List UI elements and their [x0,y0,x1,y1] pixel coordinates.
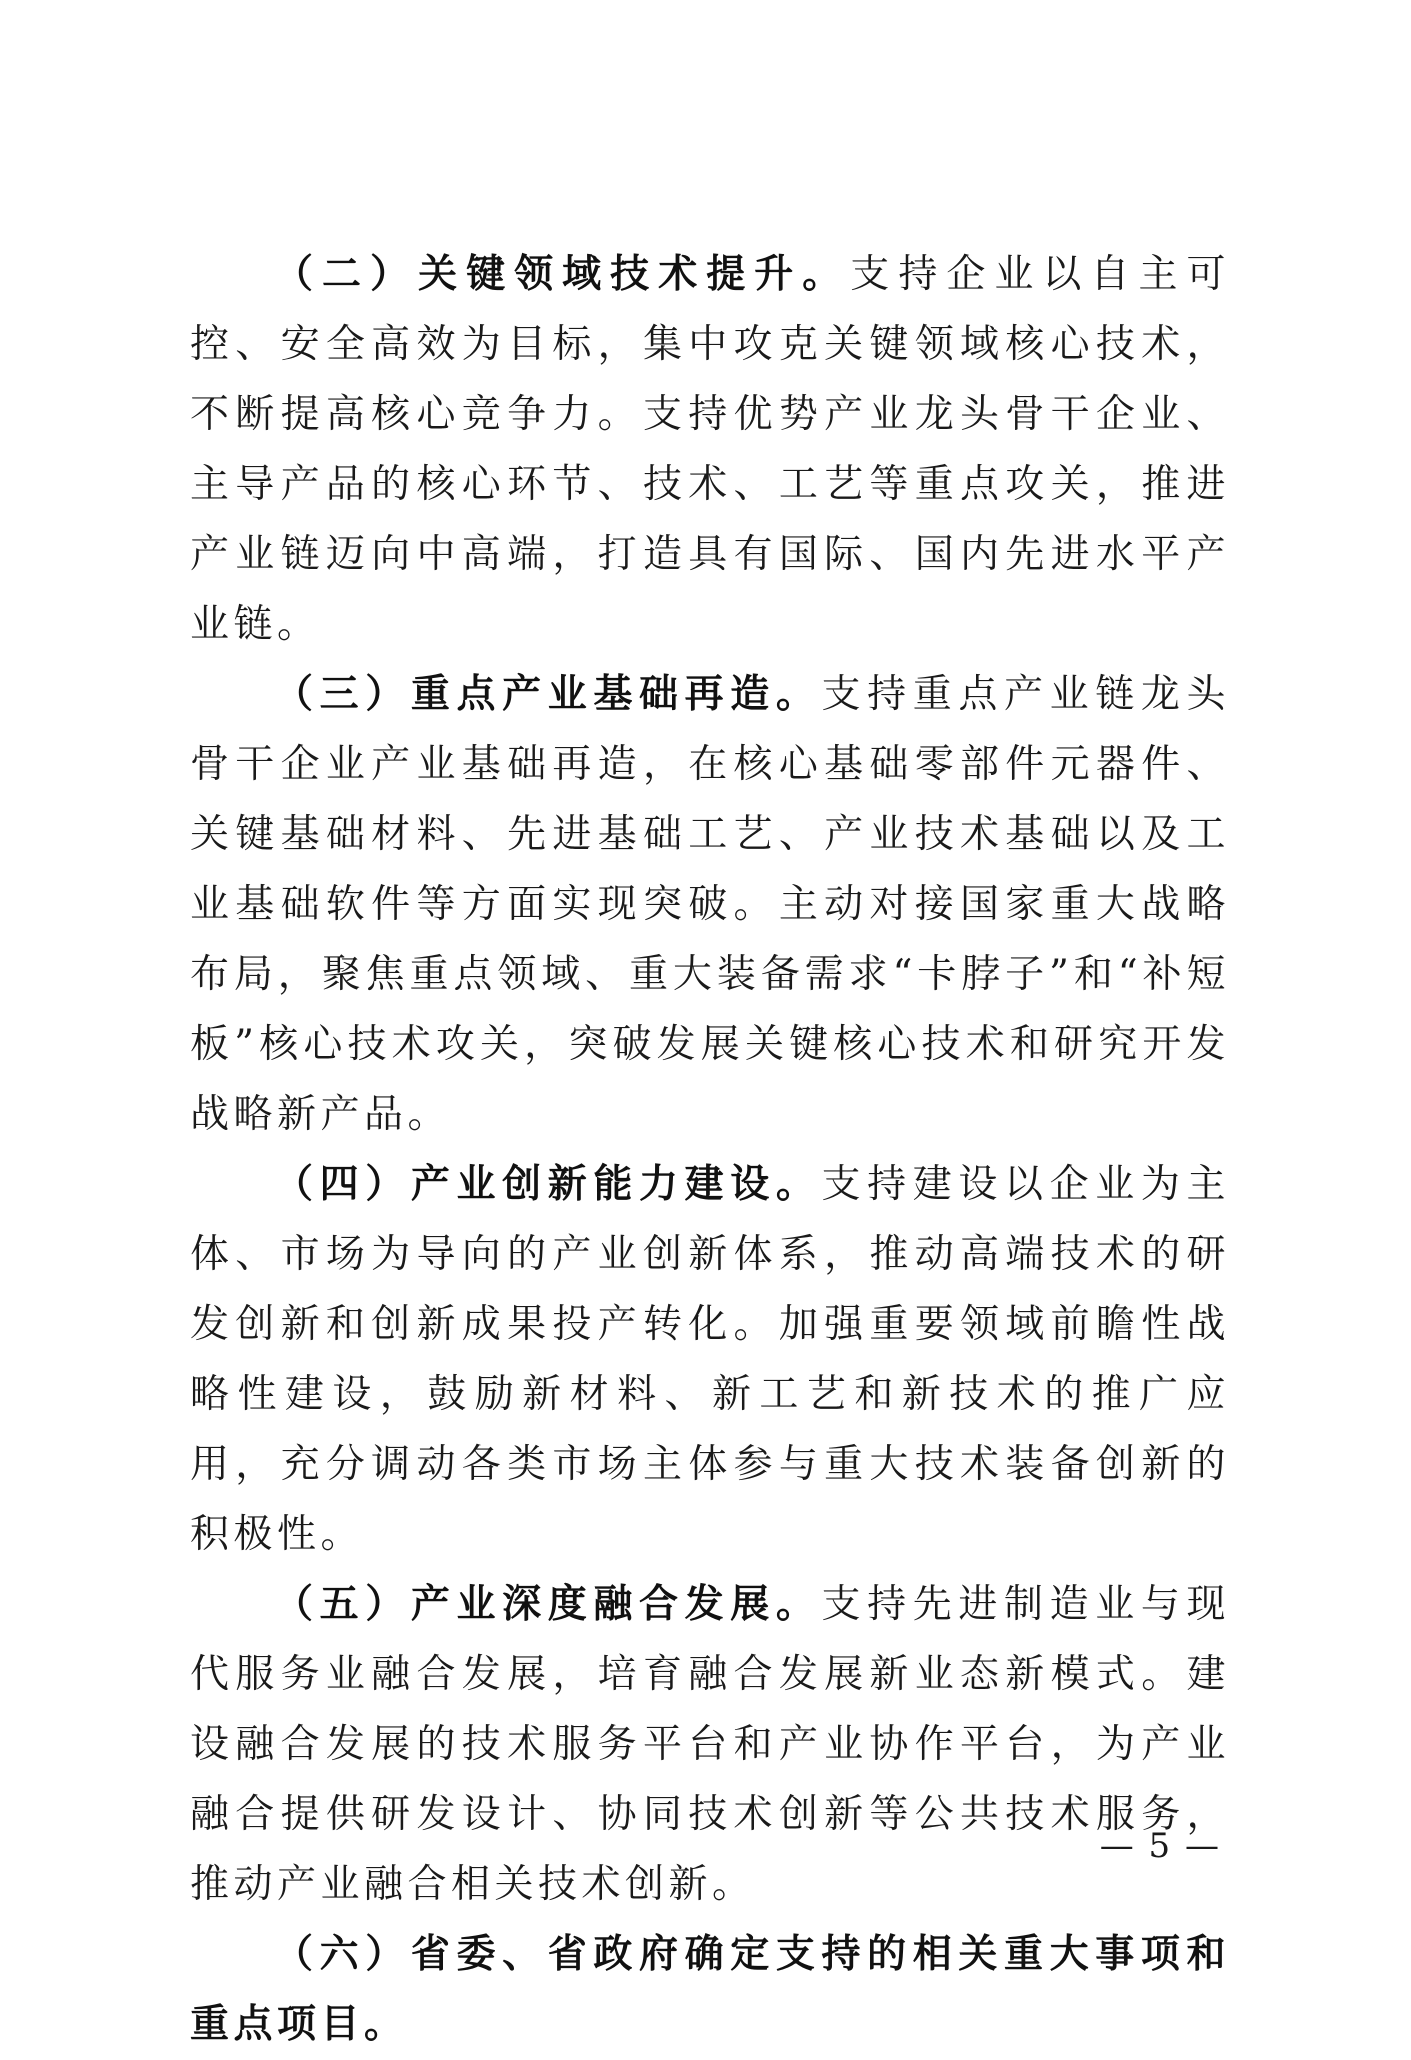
section-heading: （四）产业创新能力建设。 [274,1162,822,1207]
section-paragraph [190,1570,1230,1920]
document-body [190,240,1230,2060]
section-paragraph [190,1150,1230,1570]
section-paragraph [190,660,1230,1150]
section-paragraph [190,240,1230,660]
section-heading: （五）产业深度融合发展。 [274,1582,822,1627]
section-body: 支持企业以自主可控、安全高效为目标，集中攻克关键领域核心技术，不断提高核心竞争力。支持优势产业龙头骨干企业、主导产品的核心环节、技术、工艺等重点攻关，推进产业链迈向中高端，打造具有国际、国内先进水平产业链。 [190,252,1230,647]
section-heading: （三）重点产业基础再造。 [274,672,822,717]
section-body: 支持重点产业链龙头骨干企业产业基础再造，在核心基础零部件元器件、关键基础材料、先进基础工艺、产业技术基础以及工业基础软件等方面实现突破。主动对接国家重大战略布局，聚焦重点领域、重大装备需求“卡脖子”和“补短板”核心技术攻关，突破发展关键核心技术和研究开发战略新产品。 [190,672,1230,1137]
section-heading: （二）关键领域技术提升。 [274,252,851,297]
page-number: — 5 — [1099,1826,1221,1866]
final-section-heading: （六）省委、省政府确定支持的相关重大事项和重点项目。 [190,1932,1230,2047]
section-body: 支持建设以企业为主体、市场为导向的产业创新体系，推动高端技术的研发创新和创新成果投产转化。加强重要领域前瞻性战略性建设，鼓励新材料、新工艺和新技术的推广应用，充分调动各类市场主体参与重大技术装备创新的积极性。 [190,1162,1230,1557]
section-body: 支持先进制造业与现代服务业融合发展，培育融合发展新业态新模式。建设融合发展的技术服务平台和产业协作平台，为产业融合提供研发设计、协同技术创新等公共技术服务，推动产业融合相关技术创新。 [190,1582,1230,1907]
